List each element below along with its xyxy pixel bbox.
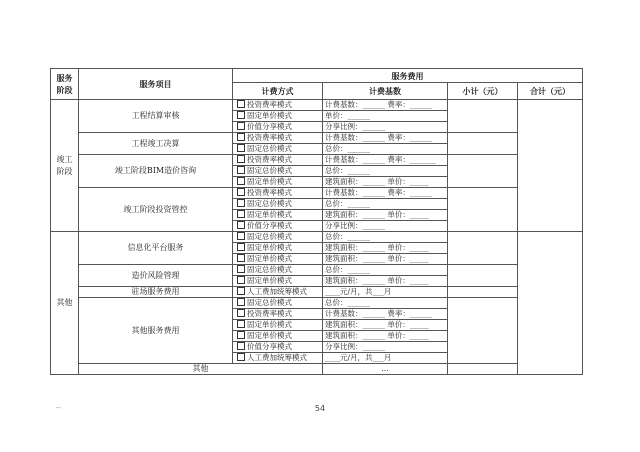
header-stage: 服务阶段 (51, 69, 79, 100)
mode-label: 人工费加统筹模式 (247, 353, 307, 362)
mode-cell (233, 287, 323, 298)
checkbox[interactable] (237, 353, 245, 361)
base-cell: 计费基数：______ 费率：______ (323, 188, 448, 199)
mode-cell (233, 276, 323, 287)
mode-label: 固定总价模式 (247, 144, 292, 153)
mode-label: 固定单价模式 (247, 243, 292, 252)
mode-label: 固定单价模式 (247, 111, 292, 120)
subtotal-cell (448, 265, 518, 287)
mode-cell (233, 331, 323, 342)
checkbox[interactable] (237, 265, 245, 273)
table-row (51, 232, 583, 243)
mode-label: 投资费率模式 (247, 100, 292, 109)
base-cell: 总价：______ (323, 199, 448, 210)
mode-cell (233, 144, 323, 155)
mode-cell-ellipsis: ... (323, 364, 448, 375)
checkbox[interactable] (237, 111, 245, 119)
base-cell: 总价：______ (323, 298, 448, 309)
mode-label: 固定单价模式 (247, 331, 292, 340)
stage-other: 其他 (51, 232, 79, 375)
base-cell: 分享比例：______ (323, 342, 448, 353)
total-cell (518, 100, 583, 232)
mode-cell (233, 298, 323, 309)
header-subtotal: 小计（元） (448, 83, 518, 100)
mode-cell (233, 265, 323, 276)
checkbox[interactable] (237, 320, 245, 328)
base-cell (448, 364, 518, 375)
checkbox[interactable] (237, 133, 245, 141)
base-cell: 总价：______ (323, 144, 448, 155)
base-cell: 计费基数：______ 费率：______ (323, 309, 448, 320)
base-cell: 建筑面积：______ 单价：_____ (323, 254, 448, 265)
mode-cell (233, 166, 323, 177)
mode-label: 固定单价模式 (247, 276, 292, 285)
checkbox[interactable] (237, 232, 245, 240)
mode-label: 固定总价模式 (247, 166, 292, 175)
page-number: 54 (314, 404, 326, 413)
base-cell: 建筑面积：______ 单价：_____ (323, 331, 448, 342)
mode-label: 固定单价模式 (247, 177, 292, 186)
table-row (51, 265, 583, 276)
base-cell: 计费基数：______ 费率：_______ (323, 155, 448, 166)
mode-label: 价值分享模式 (247, 122, 292, 131)
header-fee-group: 服务费用 (233, 69, 583, 83)
mode-label: 固定总价模式 (247, 232, 292, 241)
header-row-1 (51, 69, 583, 83)
mode-label: 价值分享模式 (247, 342, 292, 351)
mode-cell (233, 188, 323, 199)
item-settlement-audit: 工程结算审核 (79, 100, 233, 133)
table-row (51, 364, 583, 375)
mode-label: 固定单价模式 (247, 320, 292, 329)
mode-cell (233, 177, 323, 188)
base-cell: 建筑面积：______ 单价：_____ (323, 320, 448, 331)
item-other-service: 其他服务费用 (79, 298, 233, 364)
table-row (51, 188, 583, 199)
mode-cell (233, 111, 323, 122)
subtotal-cell (448, 188, 518, 232)
checkbox[interactable] (237, 243, 245, 251)
total-cell (518, 232, 583, 375)
mode-label: 固定单价模式 (247, 210, 292, 219)
header-total: 合计（元） (518, 83, 583, 100)
checkbox[interactable] (237, 221, 245, 229)
base-cell: 分享比例：______ (323, 122, 448, 133)
checkbox[interactable] (237, 254, 245, 262)
mode-label: 投资费率模式 (247, 155, 292, 164)
item-final-accounts: 工程竣工决算 (79, 133, 233, 155)
mode-label: 价值分享模式 (247, 221, 292, 230)
checkbox[interactable] (237, 331, 245, 339)
base-cell: 建筑面积：______ 单价：_____ (323, 177, 448, 188)
table-row (51, 287, 583, 298)
base-cell: 计费基数：______ 费率：______ (323, 133, 448, 144)
mode-label: 固定总价模式 (247, 265, 292, 274)
checkbox[interactable] (237, 199, 245, 207)
item-info-platform: 信息化平台服务 (79, 232, 233, 265)
mode-label: 投资费率模式 (247, 309, 292, 318)
mode-cell (233, 320, 323, 331)
base-cell: 总价：______ (323, 232, 448, 243)
header-item: 服务项目 (79, 69, 233, 100)
base-cell: 分享比例：______ (323, 221, 448, 232)
mode-cell (233, 342, 323, 353)
checkbox[interactable] (237, 309, 245, 317)
subtotal-cell (448, 133, 518, 155)
base-cell: ____元/月，共___月 (323, 287, 448, 298)
service-fee-table (50, 68, 583, 375)
checkbox[interactable] (237, 166, 245, 174)
stage-completion: 竣工阶段 (51, 100, 79, 232)
item-risk-mgmt: 造价风险管理 (79, 265, 233, 287)
mode-cell (233, 353, 323, 364)
base-cell: 建筑面积：______ 单价：_____ (323, 210, 448, 221)
mode-cell (233, 199, 323, 210)
checkbox[interactable] (237, 210, 245, 218)
fee-table-container (50, 68, 582, 375)
checkbox[interactable] (237, 188, 245, 196)
checkbox[interactable] (237, 100, 245, 108)
mode-cell (233, 155, 323, 166)
mode-label: 固定总价模式 (247, 298, 292, 307)
footer-dash: -- (56, 404, 61, 412)
mode-cell (233, 100, 323, 111)
checkbox[interactable] (237, 298, 245, 306)
mode-cell (233, 243, 323, 254)
checkbox[interactable] (237, 177, 245, 185)
base-cell: 计费基数：______ 费率：______ (323, 100, 448, 111)
mode-cell (233, 254, 323, 265)
subtotal-cell (448, 298, 518, 364)
mode-cell (233, 232, 323, 243)
item-bim-consult: 竣工阶段BIM造价咨询 (79, 155, 233, 188)
table-row (51, 100, 583, 111)
base-cell: 总价：______ (323, 166, 448, 177)
subtotal-cell (448, 100, 518, 133)
mode-label: 人工费加统筹模式 (247, 287, 307, 296)
checkbox[interactable] (237, 276, 245, 284)
mode-label: 固定总价模式 (247, 199, 292, 208)
mode-label: 固定单价模式 (247, 254, 292, 263)
checkbox[interactable] (237, 122, 245, 130)
mode-label: 投资费率模式 (247, 133, 292, 142)
table-row (51, 133, 583, 144)
base-cell: 总价：______ (323, 265, 448, 276)
checkbox[interactable] (237, 144, 245, 152)
base-cell: 建筑面积：______ 单价：_____ (323, 276, 448, 287)
item-other: 其他 (79, 364, 323, 375)
base-cell: 建筑面积：______ 单价：_____ (323, 243, 448, 254)
table-row (51, 298, 583, 309)
subtotal-cell (448, 287, 518, 298)
item-invest-control: 竣工阶段投资管控 (79, 188, 233, 232)
item-onsite-fee: 驻场服务费用 (79, 287, 233, 298)
mode-cell (233, 210, 323, 221)
mode-cell (233, 221, 323, 232)
checkbox[interactable] (237, 287, 245, 295)
mode-cell (233, 309, 323, 320)
base-cell: ____元/月，共___月 (323, 353, 448, 364)
table-row (51, 155, 583, 166)
checkbox[interactable] (237, 155, 245, 163)
mode-cell (233, 133, 323, 144)
subtotal-cell (448, 155, 518, 188)
base-cell: 单价：______ (323, 111, 448, 122)
checkbox[interactable] (237, 342, 245, 350)
subtotal-cell (448, 232, 518, 265)
mode-cell (233, 122, 323, 133)
mode-label: 投资费率模式 (247, 188, 292, 197)
header-method: 计费方式 (233, 83, 323, 100)
header-base: 计费基数 (323, 83, 448, 100)
